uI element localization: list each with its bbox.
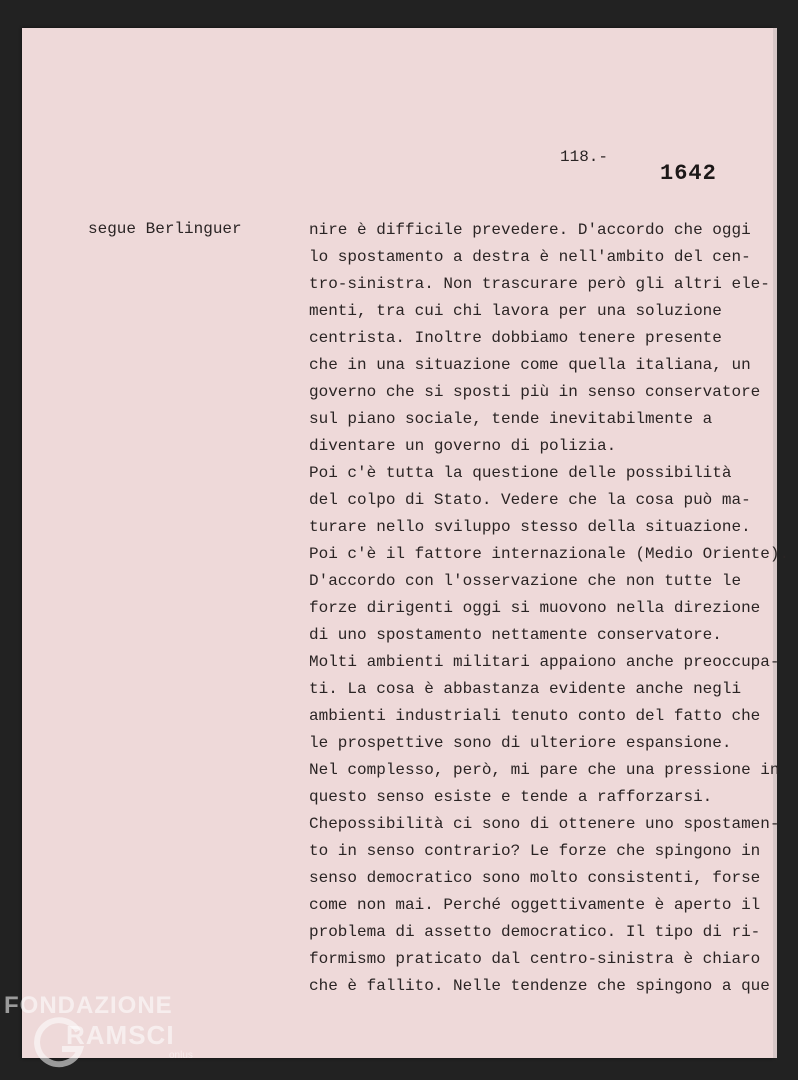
text-line: le prospettive sono di ulteriore espansione. <box>309 734 732 752</box>
text-line: senso democratico sono molto consistenti, forse <box>309 869 761 887</box>
text-line: del colpo di Stato. Vedere che la cosa può ma- <box>309 491 751 509</box>
watermark-line2: RAMSCI <box>66 1020 175 1050</box>
text-line: Poi c'è il fattore internazionale (Medio Oriente). <box>309 545 790 563</box>
document-number: 1642 <box>660 161 717 186</box>
fondazione-gramsci-watermark <box>4 992 204 1077</box>
text-line: D'accordo con l'osservazione che non tutte le <box>309 572 742 590</box>
text-line: che è fallito. Nelle tendenze che spingono a que <box>309 977 770 995</box>
text-line: diventare un governo di polizia. <box>309 437 617 455</box>
watermark-line1: FONDAZIONE <box>4 992 173 1019</box>
text-line: forze dirigenti oggi si muovono nella direzione <box>309 599 761 617</box>
text-line: come non mai. Perché oggettivamente è aperto il <box>309 896 761 914</box>
text-line: sul piano sociale, tende inevitabilmente a <box>309 410 713 428</box>
text-line: Nel complesso, però, mi pare che una pressione in <box>309 761 780 779</box>
page-number: 118.- <box>560 148 609 166</box>
text-line: problema di assetto democratico. Il tipo di ri- <box>309 923 761 941</box>
text-line: tro-sinistra. Non trascurare però gli altri ele- <box>309 275 770 293</box>
text-line: menti, tra cui chi lavora per una soluzione <box>309 302 722 320</box>
text-line: Molti ambienti militari appaiono anche preoccupa- <box>309 653 780 671</box>
body-text <box>309 220 790 1003</box>
speaker-label: segue Berlinguer <box>88 220 242 238</box>
text-line: ambienti industriali tenuto conto del fatto che <box>309 707 761 725</box>
text-line: questo senso esiste e tende a rafforzarsi. <box>309 788 713 806</box>
text-line: nire è difficile prevedere. D'accordo che oggi <box>309 221 751 239</box>
text-line: Chepossibilità ci sono di ottenere uno spostamen- <box>309 815 780 833</box>
text-line: to in senso contrario? Le forze che spingono in <box>309 842 761 860</box>
text-line: turare nello sviluppo stesso della situazione. <box>309 518 751 536</box>
text-line: formismo praticato dal centro-sinistra è chiaro <box>309 950 761 968</box>
text-line: governo che si sposti più in senso conservatore <box>309 383 761 401</box>
text-line: che in una situazione come quella italiana, un <box>309 356 751 374</box>
text-line: Poi c'è tutta la questione delle possibilità <box>309 464 732 482</box>
text-line: di uno spostamento nettamente conservatore. <box>309 626 722 644</box>
text-line: centrista. Inoltre dobbiamo tenere presente <box>309 329 722 347</box>
watermark-sub: onlus <box>169 1050 193 1061</box>
text-line: ti. La cosa è abbastanza evidente anche negli <box>309 680 742 698</box>
text-line: lo spostamento a destra è nell'ambito del cen- <box>309 248 751 266</box>
